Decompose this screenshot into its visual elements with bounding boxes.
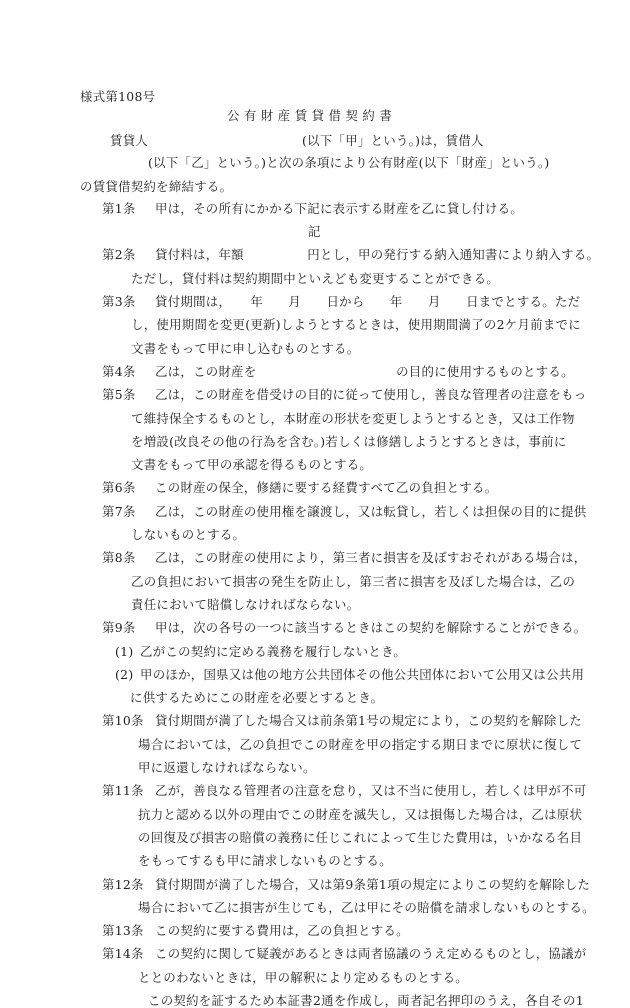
item-10-line-2: に供するためにこの財産を必要とするとき。 — [130, 690, 384, 706]
article-12-number: 第11条 — [102, 783, 144, 799]
article-2-line-1: 貸付期間は， 年 月 日から 年 月 日までとする。ただ — [155, 294, 581, 310]
article-13-number: 第12条 — [102, 876, 144, 892]
article-3-line-1: 乙は，この財産を の目的に使用するものとする。 — [155, 363, 574, 379]
article-4-line-4: 文書をもって甲の承認を得るものとする。 — [131, 457, 373, 473]
article-7-line-2: 乙の負担において損害の発生を防止し，第三者に損害を及ぼした場合は，乙の — [131, 573, 576, 589]
article-15-line-1: この契約に関して疑義があるときは両者協議のうえ定めるものとし，協議が — [155, 946, 587, 962]
article-8-number: 第9条 — [102, 620, 136, 636]
article-5-number: 第6条 — [102, 480, 136, 496]
article-14-number: 第13条 — [102, 923, 144, 939]
document-title: 公 有 財 産 賃 貸 借 契 約 書 — [227, 107, 393, 123]
article-15-number: 第14条 — [102, 946, 144, 962]
item-9-line-1: 乙がこの契約に定める義務を履行しないとき。 — [140, 643, 407, 659]
article-12-line-2: 抗力と認める以外の理由でこの財産を滅失し，又は損傷した場合は，乙は原状 — [138, 806, 583, 822]
item-10-number: (2) — [115, 666, 134, 682]
item-10-line-1: 甲のほか，国県又は他の地方公共団体その他公共団体において公用又は公共用 — [140, 666, 585, 682]
article-2-line-3: 文書をもって甲に申し込むものとする。 — [131, 340, 360, 356]
article-5-line-1: この財産の保全，修繕に要する経費すべて乙の負担とする。 — [155, 480, 498, 496]
article-12-line-3: の回復及び損害の賠償の義務に任じこれによって生じた費用は，いかなる名目 — [138, 829, 583, 845]
article-1-line-2: ただし，貸付料は契約期間中といえども変更することができる。 — [131, 270, 500, 286]
intro-line-2: (以下「乙」という。)と次の条項により公有財産(以下「財産」という。) — [148, 155, 550, 171]
article-12-line-4: をもってするも甲に請求しないものとする。 — [138, 853, 392, 869]
closing-text: この契約を証するため本証書2通を作成し，両者記名押印のうえ，各自その1 — [148, 993, 584, 1008]
article-2-line-2: し，使用期間を変更(更新)しようとするときは，使用期間満了の2ケ月前までに — [131, 317, 581, 333]
article-6-number: 第7条 — [102, 503, 136, 519]
article-4-line-2: て維持保全するものとし，本財産の形状を変更しようとするとき，又は工作物 — [131, 410, 575, 426]
article-13-line-2: 場合において乙に損害が生じても，乙は甲にその賠償を請求しないものとする。 — [138, 899, 595, 915]
intro-line-3: の賃貸借契約を締結する。 — [80, 178, 233, 194]
article-7-number: 第8条 — [102, 550, 136, 566]
article-12-line-1: 乙が，善良なる管理者の注意を怠り，又は不当に使用し，若しくは甲が不可 — [155, 783, 587, 799]
article-15-line-2: ととのわないときは，甲の解釈により定めるものとする。 — [138, 969, 468, 985]
article-3-number: 第4条 — [102, 363, 136, 379]
article-7-line-3: 責任において賠償しなければならない。 — [131, 596, 360, 612]
article-8-line-1: 甲は，次の各号の一つに該当するときはこの契約を解除することができる。 — [155, 620, 587, 636]
article-4-line-1: 乙は，この財産を借受けの目的に従って使用し，善良な管理者の注意をもっ — [155, 387, 587, 403]
article-1-text: 甲は，その所有にかかる下記に表示する財産を乙に貸し付ける。 — [155, 200, 524, 216]
article-2-number: 第3条 — [102, 294, 136, 310]
article-7-line-1: 乙は，この財産の使用により，第三者に損害を及ぼすおそれがある場合は， — [155, 550, 587, 566]
article-11-line-3: 甲に返還しなければならない。 — [138, 760, 316, 776]
article-13-line-1: 貸付期間が満了した場合，又は第9条第1項の規定によりこの契約を解除した — [155, 876, 591, 892]
article-6-line-2: しないものとする。 — [131, 527, 246, 543]
article-1-number: 第1条 — [102, 200, 136, 216]
intro-lessor-label: 賃貸人 — [110, 133, 149, 149]
article-6-line-1: 乙は，この財産の使用権を譲渡し，又は転貸し，若しくは担保の目的に提供 — [155, 503, 587, 519]
article-14-line-1: この契約に要する費用は，乙の負担とする。 — [155, 923, 409, 939]
article-4-number: 第5条 — [102, 387, 136, 403]
record-mark: 記 — [308, 224, 321, 240]
article-11-line-1: 貸付期間が満了した場合又は前条第1号の規定により，この契約を解除した — [155, 713, 582, 729]
intro-lessee-clause: (以下「甲」という。)は，賃借人 — [302, 133, 484, 149]
form-number: 様式第108号 — [80, 89, 156, 104]
article-11-line-2: 場合においては，乙の負担でこの財産を甲の指定する期日までに原状に復して — [138, 736, 583, 752]
article-4-line-3: を増設(改良その他の行為を含む。)若しくは修繕しようとするときは，事前に — [131, 433, 567, 449]
article-1-line-1: 貸付料は，年額 円とし，甲の発行する納入通知書により納入する。 — [155, 247, 600, 263]
article-1-number: 第2条 — [102, 247, 136, 263]
item-9-number: (1) — [115, 643, 134, 659]
article-11-number: 第10条 — [102, 713, 144, 729]
